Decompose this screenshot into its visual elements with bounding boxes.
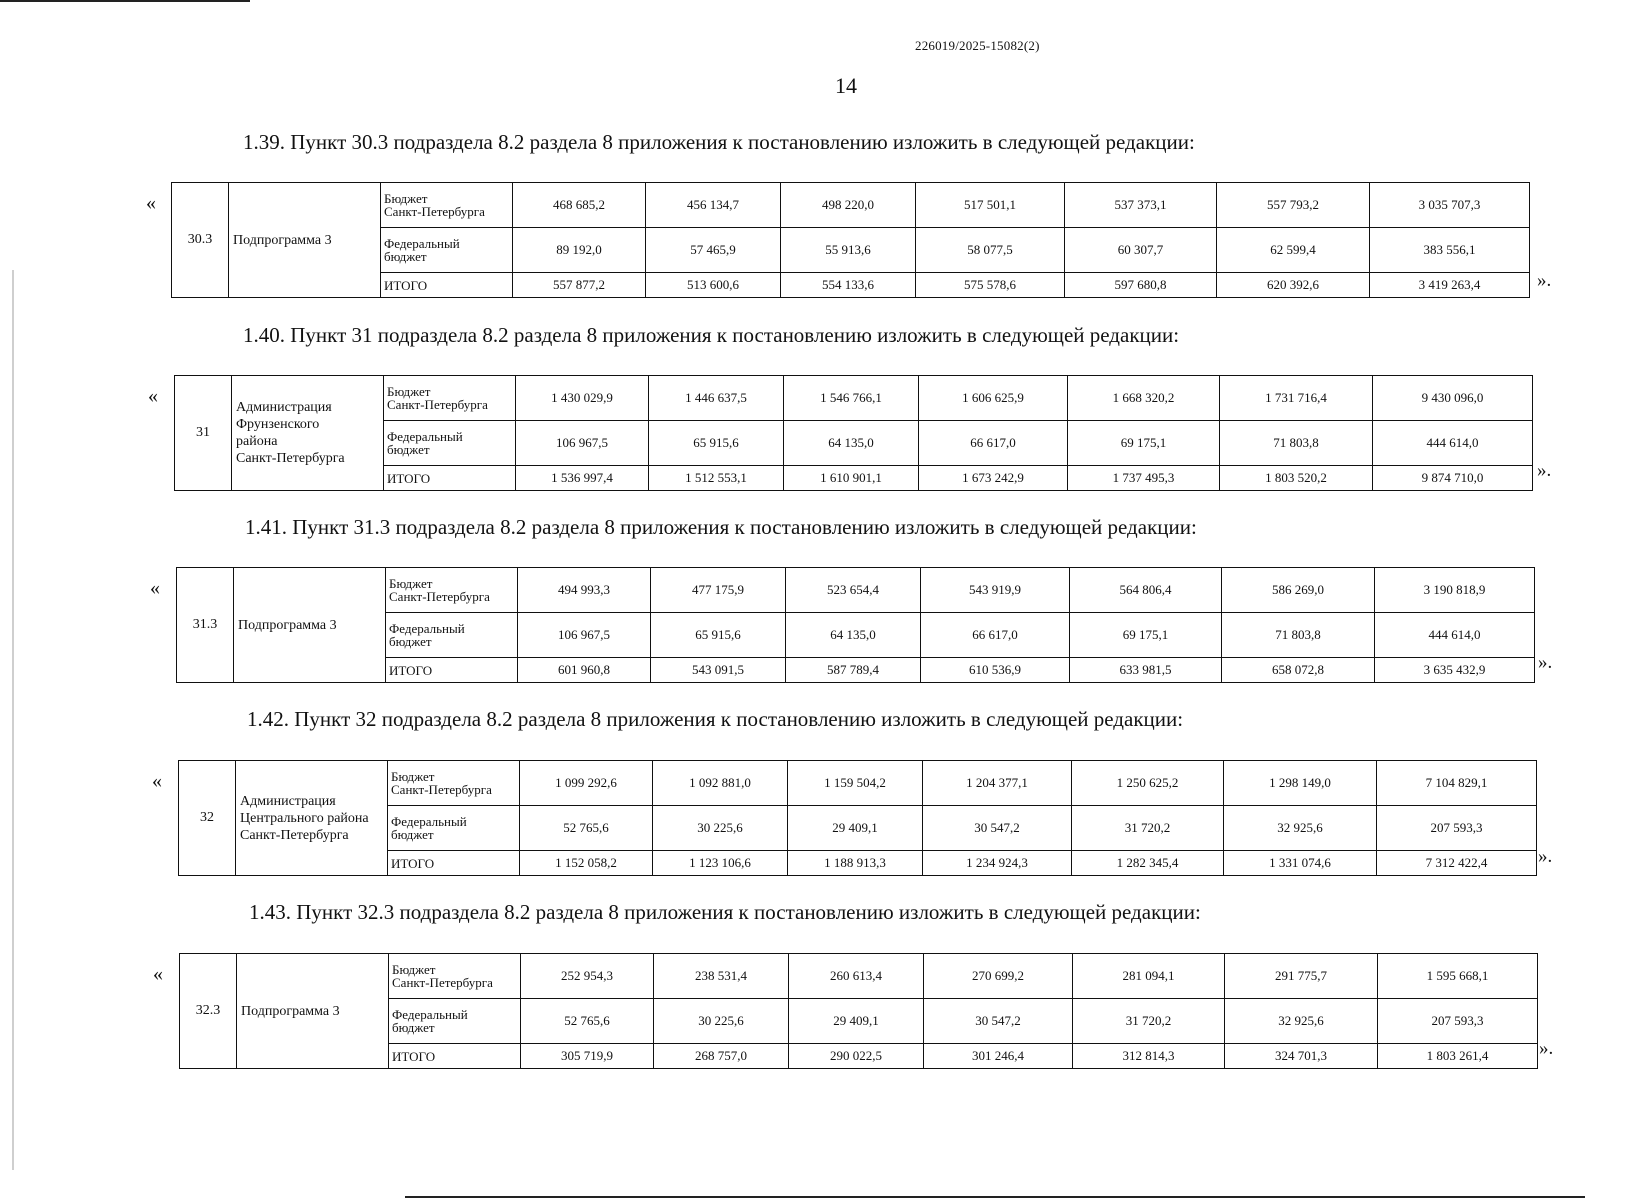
value-cell: 1 331 074,6 xyxy=(1224,851,1377,876)
funding-source-label: ИТОГО xyxy=(389,1044,521,1069)
value-cell: 1 298 149,0 xyxy=(1224,761,1377,806)
value-cell: 32 925,6 xyxy=(1225,999,1378,1044)
value-cell: 1 152 058,2 xyxy=(520,851,653,876)
total-value-cell: 9 430 096,0 xyxy=(1373,376,1533,421)
total-value-cell: 207 593,3 xyxy=(1377,806,1537,851)
value-cell: 30 225,6 xyxy=(653,806,788,851)
funding-source-label: Федеральный бюджет xyxy=(381,228,513,273)
value-cell: 1 188 913,3 xyxy=(788,851,923,876)
value-cell: 1 610 901,1 xyxy=(784,466,919,491)
value-cell: 456 134,7 xyxy=(646,183,781,228)
total-value-cell: 7 104 829,1 xyxy=(1377,761,1537,806)
value-cell: 494 993,3 xyxy=(518,568,651,613)
value-cell: 64 135,0 xyxy=(786,613,921,658)
value-cell: 557 877,2 xyxy=(513,273,646,298)
funding-source-label: ИТОГО xyxy=(381,273,513,298)
value-cell: 29 409,1 xyxy=(788,806,923,851)
value-cell: 1 731 716,4 xyxy=(1220,376,1373,421)
total-value-cell: 3 035 707,3 xyxy=(1370,183,1530,228)
value-cell: 32 925,6 xyxy=(1224,806,1377,851)
item-number-cell: 32.3 xyxy=(180,954,237,1069)
value-cell: 564 806,4 xyxy=(1070,568,1222,613)
table-row xyxy=(180,954,1538,999)
value-cell: 575 578,6 xyxy=(916,273,1065,298)
item-number-cell: 31 xyxy=(175,376,232,491)
value-cell: 477 175,9 xyxy=(651,568,786,613)
item-number-cell: 31.3 xyxy=(177,568,234,683)
value-cell: 587 789,4 xyxy=(786,658,921,683)
value-cell: 55 913,6 xyxy=(781,228,916,273)
value-cell: 610 536,9 xyxy=(921,658,1070,683)
value-cell: 270 699,2 xyxy=(924,954,1073,999)
value-cell: 290 022,5 xyxy=(789,1044,924,1069)
value-cell: 620 392,6 xyxy=(1217,273,1370,298)
value-cell: 633 981,5 xyxy=(1070,658,1222,683)
page-number: 14 xyxy=(835,73,857,98)
funding-source-label: ИТОГО xyxy=(386,658,518,683)
total-value-cell: 3 635 432,9 xyxy=(1375,658,1535,683)
value-cell: 658 072,8 xyxy=(1222,658,1375,683)
value-cell: 1 204 377,1 xyxy=(923,761,1072,806)
value-cell: 260 613,4 xyxy=(789,954,924,999)
value-cell: 537 373,1 xyxy=(1065,183,1217,228)
value-cell: 601 960,8 xyxy=(518,658,651,683)
value-cell: 281 094,1 xyxy=(1073,954,1225,999)
value-cell: 1 092 881,0 xyxy=(653,761,788,806)
budget-table xyxy=(176,567,1535,683)
value-cell: 71 803,8 xyxy=(1220,421,1373,466)
item-number-cell: 32 xyxy=(179,761,236,876)
value-cell: 66 617,0 xyxy=(921,613,1070,658)
value-cell: 31 720,2 xyxy=(1073,999,1225,1044)
value-cell: 52 765,6 xyxy=(520,806,653,851)
value-cell: 523 654,4 xyxy=(786,568,921,613)
section-heading: 1.41. Пункт 31.3 подраздела 8.2 раздела 8 приложения к постановлению изложить в следующей редакции: xyxy=(245,515,1197,539)
value-cell: 517 501,1 xyxy=(916,183,1065,228)
value-cell: 31 720,2 xyxy=(1072,806,1224,851)
item-name-cell: Администрация Фрунзенского района Санкт-Петербурга xyxy=(232,376,384,491)
table-row xyxy=(179,761,1537,806)
value-cell: 58 077,5 xyxy=(916,228,1065,273)
funding-source-label: Федеральный бюджет xyxy=(388,806,520,851)
value-cell: 1 512 553,1 xyxy=(649,466,784,491)
value-cell: 312 814,3 xyxy=(1073,1044,1225,1069)
funding-source-label: Федеральный бюджет xyxy=(384,421,516,466)
total-value-cell: 7 312 422,4 xyxy=(1377,851,1537,876)
table-row xyxy=(172,183,1530,228)
value-cell: 1 546 766,1 xyxy=(784,376,919,421)
funding-source-label: Бюджет Санкт-Петербурга xyxy=(384,376,516,421)
value-cell: 1 099 292,6 xyxy=(520,761,653,806)
value-cell: 597 680,8 xyxy=(1065,273,1217,298)
value-cell: 89 192,0 xyxy=(513,228,646,273)
value-cell: 60 307,7 xyxy=(1065,228,1217,273)
opening-quote: « xyxy=(150,577,160,599)
budget-table xyxy=(178,760,1537,876)
section-heading: 1.39. Пункт 30.3 подраздела 8.2 раздела 8 приложения к постановлению изложить в следующей редакции: xyxy=(243,130,1195,154)
value-cell: 557 793,2 xyxy=(1217,183,1370,228)
value-cell: 71 803,8 xyxy=(1222,613,1375,658)
closing-quote: ». xyxy=(1539,1038,1554,1059)
value-cell: 1 536 997,4 xyxy=(516,466,649,491)
total-value-cell: 444 614,0 xyxy=(1375,613,1535,658)
funding-source-label: Федеральный бюджет xyxy=(389,999,521,1044)
opening-quote: « xyxy=(153,963,163,985)
item-name-cell: Подпрограмма 3 xyxy=(229,183,381,298)
value-cell: 64 135,0 xyxy=(784,421,919,466)
value-cell: 554 133,6 xyxy=(781,273,916,298)
value-cell: 1 234 924,3 xyxy=(923,851,1072,876)
value-cell: 69 175,1 xyxy=(1068,421,1220,466)
total-value-cell: 207 593,3 xyxy=(1378,999,1538,1044)
value-cell: 1 250 625,2 xyxy=(1072,761,1224,806)
value-cell: 586 269,0 xyxy=(1222,568,1375,613)
funding-source-label: ИТОГО xyxy=(388,851,520,876)
value-cell: 1 446 637,5 xyxy=(649,376,784,421)
value-cell: 29 409,1 xyxy=(789,999,924,1044)
value-cell: 106 967,5 xyxy=(518,613,651,658)
value-cell: 30 225,6 xyxy=(654,999,789,1044)
value-cell: 543 919,9 xyxy=(921,568,1070,613)
closing-quote: ». xyxy=(1538,846,1553,867)
value-cell: 30 547,2 xyxy=(923,806,1072,851)
value-cell: 1 737 495,3 xyxy=(1068,466,1220,491)
funding-source-label: Бюджет Санкт-Петербурга xyxy=(388,761,520,806)
value-cell: 252 954,3 xyxy=(521,954,654,999)
item-name-cell: Подпрограмма 3 xyxy=(234,568,386,683)
table-row xyxy=(177,568,1535,613)
total-value-cell: 383 556,1 xyxy=(1370,228,1530,273)
top-edge-rule xyxy=(0,0,250,2)
opening-quote: « xyxy=(146,192,156,214)
value-cell: 1 668 320,2 xyxy=(1068,376,1220,421)
value-cell: 1 803 520,2 xyxy=(1220,466,1373,491)
funding-source-label: Бюджет Санкт-Петербурга xyxy=(386,568,518,613)
opening-quote: « xyxy=(148,385,158,407)
funding-source-label: Федеральный бюджет xyxy=(386,613,518,658)
budget-table xyxy=(174,375,1533,491)
value-cell: 238 531,4 xyxy=(654,954,789,999)
section-heading: 1.40. Пункт 31 подраздела 8.2 раздела 8 приложения к постановлению изложить в следующей редакции: xyxy=(243,323,1180,347)
bottom-edge-rule xyxy=(405,1196,1585,1198)
section-heading: 1.42. Пункт 32 подраздела 8.2 раздела 8 приложения к постановлению изложить в следующей редакции: xyxy=(247,707,1184,731)
value-cell: 1 430 029,9 xyxy=(516,376,649,421)
value-cell: 1 606 625,9 xyxy=(919,376,1068,421)
value-cell: 291 775,7 xyxy=(1225,954,1378,999)
value-cell: 69 175,1 xyxy=(1070,613,1222,658)
value-cell: 1 123 106,6 xyxy=(653,851,788,876)
value-cell: 65 915,6 xyxy=(649,421,784,466)
section-heading: 1.43. Пункт 32.3 подраздела 8.2 раздела 8 приложения к постановлению изложить в следующей редакции: xyxy=(249,900,1201,924)
item-name-cell: Подпрограмма 3 xyxy=(237,954,389,1069)
total-value-cell: 444 614,0 xyxy=(1373,421,1533,466)
value-cell: 1 282 345,4 xyxy=(1072,851,1224,876)
closing-quote: ». xyxy=(1537,270,1552,291)
budget-table xyxy=(171,182,1530,298)
item-number-cell: 30.3 xyxy=(172,183,229,298)
closing-quote: ». xyxy=(1537,460,1552,481)
value-cell: 268 757,0 xyxy=(654,1044,789,1069)
value-cell: 1 673 242,9 xyxy=(919,466,1068,491)
scan-edge-line xyxy=(12,270,14,1170)
value-cell: 498 220,0 xyxy=(781,183,916,228)
total-value-cell: 1 595 668,1 xyxy=(1378,954,1538,999)
item-name-cell: Администрация Центрального района Санкт-Петербурга xyxy=(236,761,388,876)
funding-source-label: Бюджет Санкт-Петербурга xyxy=(389,954,521,999)
value-cell: 301 246,4 xyxy=(924,1044,1073,1069)
value-cell: 65 915,6 xyxy=(651,613,786,658)
value-cell: 1 159 504,2 xyxy=(788,761,923,806)
value-cell: 30 547,2 xyxy=(924,999,1073,1044)
opening-quote: « xyxy=(152,770,162,792)
total-value-cell: 3 419 263,4 xyxy=(1370,273,1530,298)
document-number: 226019/2025-15082(2) xyxy=(915,38,1040,53)
value-cell: 57 465,9 xyxy=(646,228,781,273)
funding-source-label: Бюджет Санкт-Петербурга xyxy=(381,183,513,228)
closing-quote: ». xyxy=(1538,652,1553,673)
value-cell: 324 701,3 xyxy=(1225,1044,1378,1069)
value-cell: 52 765,6 xyxy=(521,999,654,1044)
value-cell: 66 617,0 xyxy=(919,421,1068,466)
value-cell: 543 091,5 xyxy=(651,658,786,683)
value-cell: 106 967,5 xyxy=(516,421,649,466)
value-cell: 62 599,4 xyxy=(1217,228,1370,273)
table-row xyxy=(175,376,1533,421)
total-value-cell: 3 190 818,9 xyxy=(1375,568,1535,613)
value-cell: 513 600,6 xyxy=(646,273,781,298)
funding-source-label: ИТОГО xyxy=(384,466,516,491)
total-value-cell: 9 874 710,0 xyxy=(1373,466,1533,491)
value-cell: 305 719,9 xyxy=(521,1044,654,1069)
total-value-cell: 1 803 261,4 xyxy=(1378,1044,1538,1069)
value-cell: 468 685,2 xyxy=(513,183,646,228)
budget-table xyxy=(179,953,1538,1069)
